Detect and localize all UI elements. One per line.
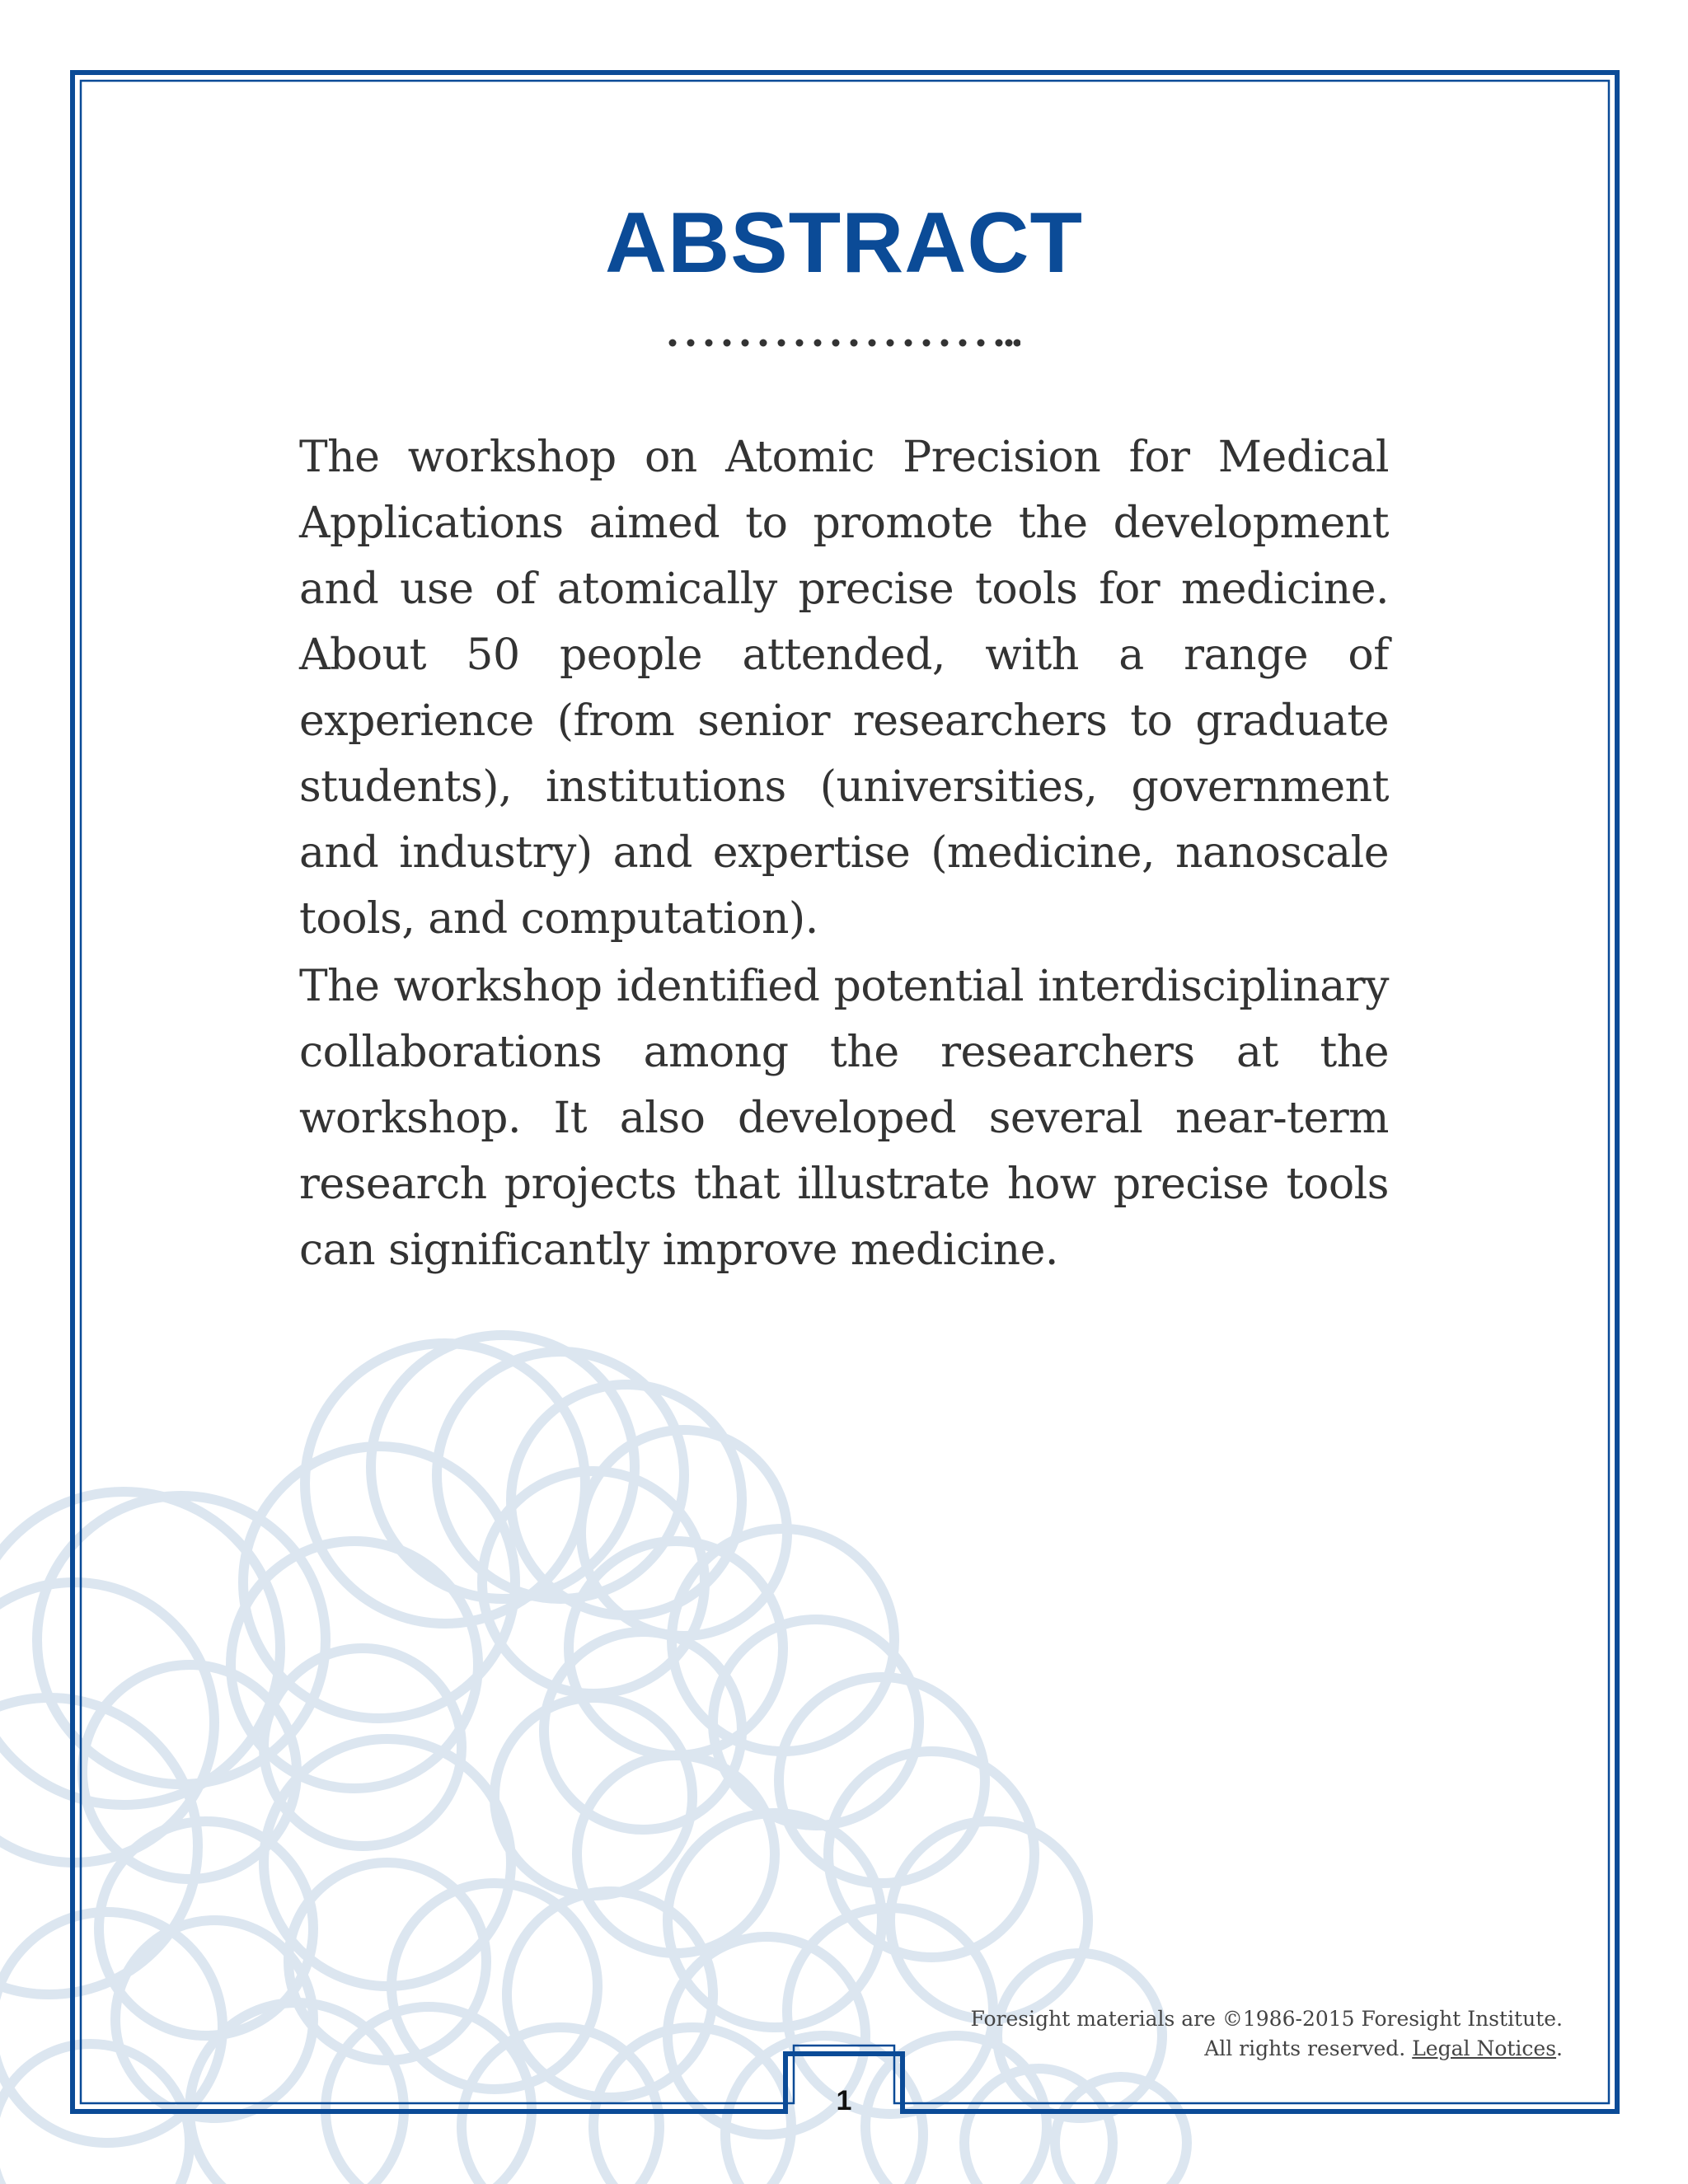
rights-period: .: [1556, 2036, 1563, 2060]
legal-notices-link[interactable]: Legal Notices: [1412, 2036, 1557, 2060]
copyright-footer: [738, 2004, 1563, 2064]
abstract-paragraph-2: The workshop identified potential interdisciplinary collaborations among the researchers at the workshop. It also developed several near-term research projects that illustrate how precise tools can significantly improve medicine.: [299, 962, 1389, 1275]
rights-line: [738, 2034, 1563, 2064]
page-number: 1: [836, 2085, 852, 2116]
abstract-paragraph-1: The workshop on Atomic Precision for Medical Applications aimed to promote the development and use of atomically precise tools for medicine. About 50 people attended, with a range of experience (from senior researchers to graduate students), institutions (universities, government and industry) and expertise (medicine, nanoscale tools, and computation).: [299, 433, 1389, 944]
copyright-line: Foresight materials are ©1986-2015 Foresight Institute.: [970, 2007, 1563, 2031]
page-title: ABSTRACT: [605, 195, 1083, 291]
rights-text: All rights reserved.: [1204, 2036, 1413, 2060]
dotted-divider: [668, 334, 1020, 352]
